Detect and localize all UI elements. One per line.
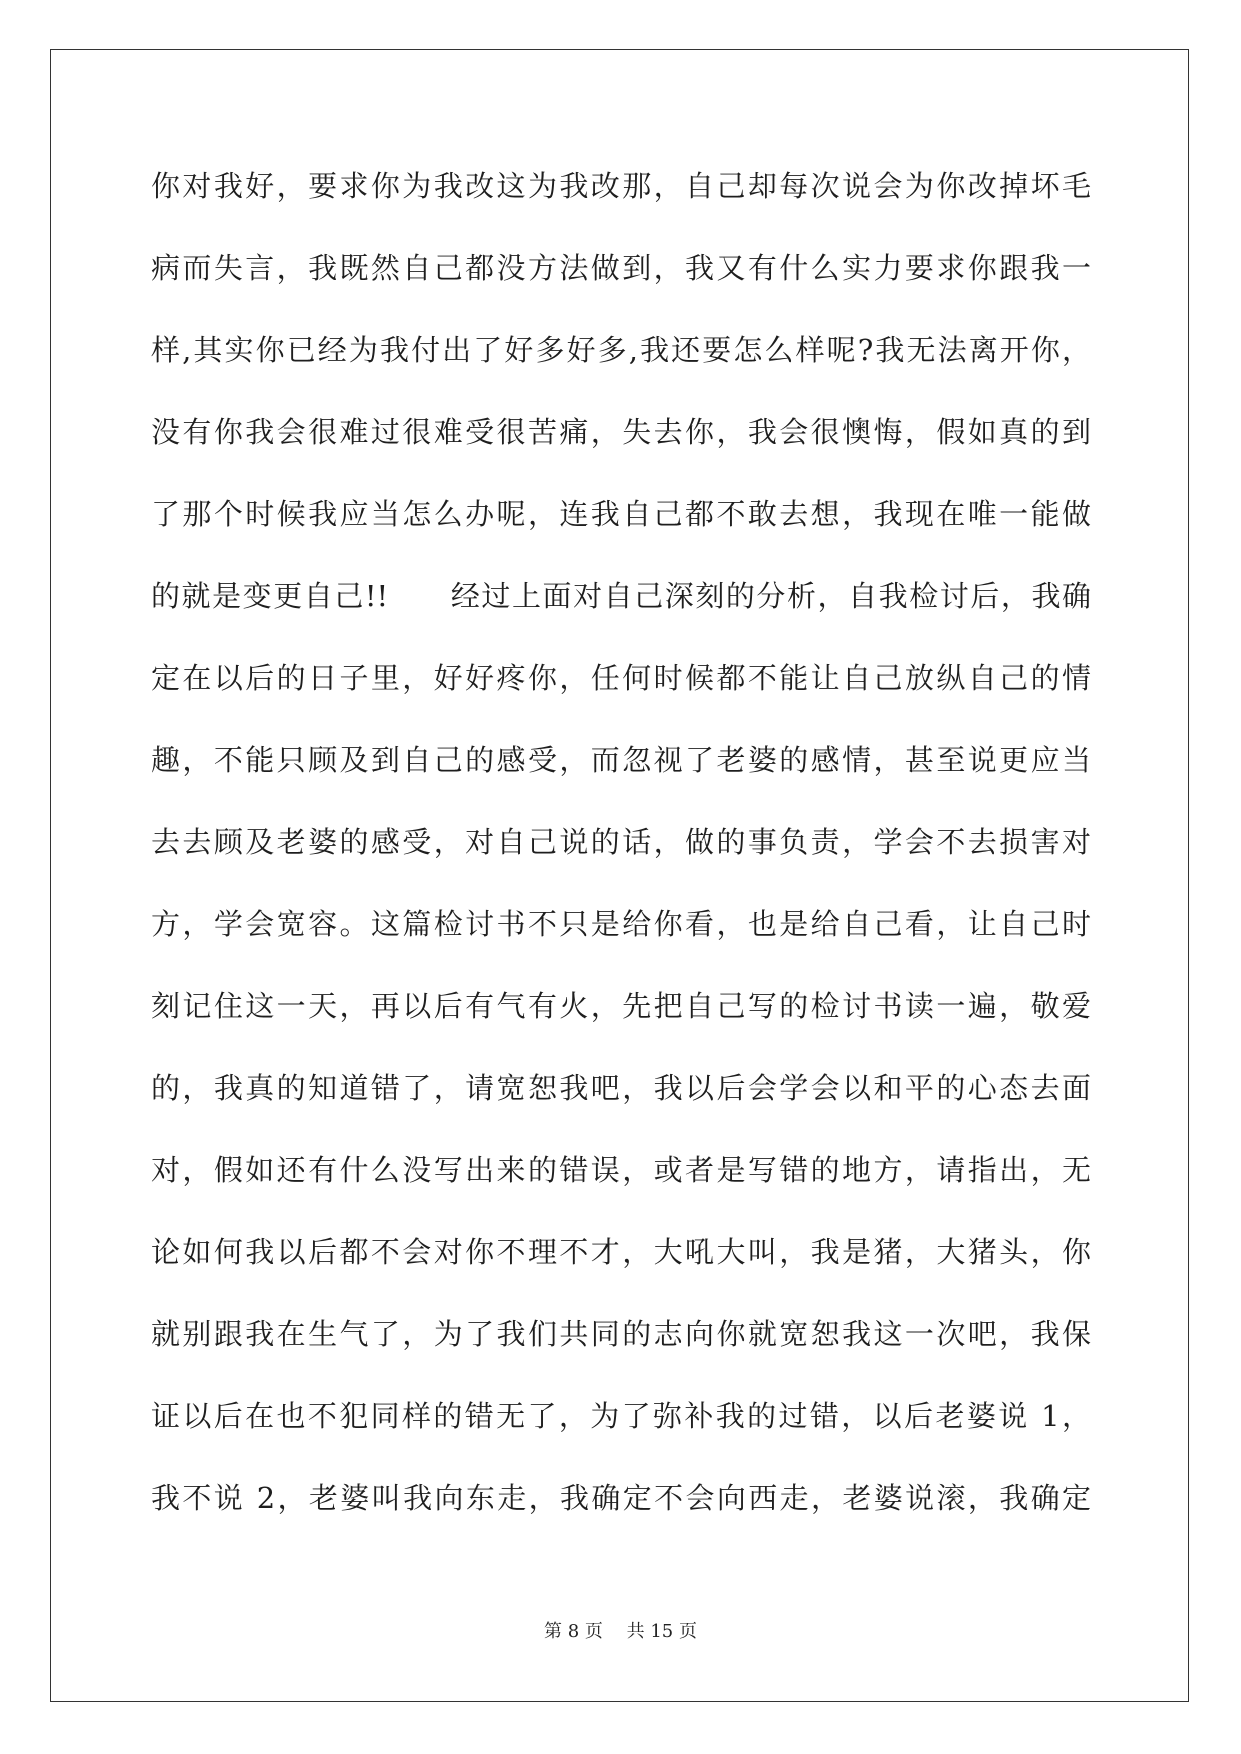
body-line-8: 趣，不能只顾及到自己的感受，而忽视了老婆的感情，甚至说更应当: [151, 743, 1091, 777]
body-line-1: 你对我好，要求你为我改这为我改那，自己却每次说会为你改掉坏毛: [151, 169, 1091, 203]
body-line-16: 证以后在也不犯同样的错无了，为了弥补我的过错，以后老婆说 1，: [151, 1399, 1091, 1433]
body-line-11: 刻记住这一天，再以后有气有火，先把自己写的检讨书读一遍，敬爱: [151, 989, 1091, 1023]
body-line-17: 我不说 2，老婆叫我向东走，我确定不会向西走，老婆说滚，我确定: [151, 1481, 1091, 1515]
page-number-footer: 第 8 页 共 15 页: [544, 1621, 697, 1642]
body-line-13: 对，假如还有什么没写出来的错误，或者是写错的地方，请指出，无: [151, 1153, 1091, 1187]
document-body: [151, 158, 1091, 1552]
body-line-2: 病而失言，我既然自己都没方法做到，我又有什么实力要求你跟我一: [151, 251, 1091, 285]
body-line-5: 了那个时候我应当怎么办呢，连我自己都不敢去想，我现在唯一能做: [151, 497, 1091, 531]
body-line-12: 的，我真的知道错了，请宽恕我吧，我以后会学会以和平的心态去面: [151, 1071, 1091, 1105]
body-line-10: 方，学会宽容。这篇检讨书不只是给你看，也是给自己看，让自己时: [151, 907, 1091, 941]
body-line-14: 论如何我以后都不会对你不理不才，大吼大叫，我是猪，大猪头，你: [151, 1235, 1091, 1269]
body-line-3: 样,其实你已经为我付出了好多好多,我还要怎么样呢?我无法离开你，: [151, 333, 1091, 367]
body-line-7: 定在以后的日子里，好好疼你，任何时候都不能让自己放纵自己的情: [151, 661, 1091, 695]
body-line-9: 去去顾及老婆的感受，对自己说的话，做的事负责，学会不去损害对: [151, 825, 1091, 859]
body-line-15: 就别跟我在生气了，为了我们共同的志向你就宽恕我这一次吧，我保: [151, 1317, 1091, 1351]
body-line-4: 没有你我会很难过很难受很苦痛，失去你，我会很懊悔，假如真的到: [151, 415, 1091, 449]
body-line-6: 的就是变更自己!! 经过上面对自己深刻的分析，自我检讨后，我确: [151, 579, 1091, 613]
